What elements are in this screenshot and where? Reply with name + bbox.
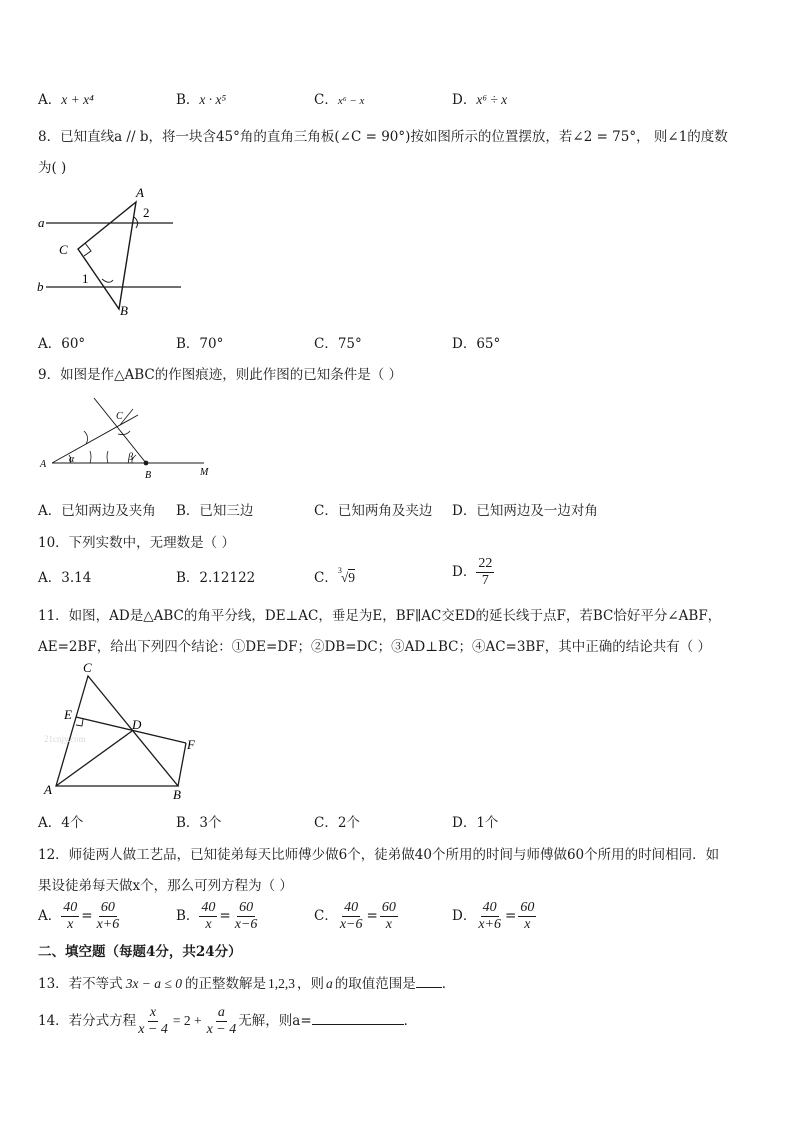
q9-option-a: A．已知两边及夹角: [38, 503, 156, 519]
q9-label-M: M: [200, 467, 209, 478]
q11-label-F: F: [187, 737, 195, 752]
q11-figure: [36, 658, 206, 803]
q10-option-d: D． $\frac{22}{7}$: [452, 556, 493, 588]
q12-option-b: B． $\frac{40}{x}$ = $\frac{60}{x-6}$: [176, 900, 258, 932]
q14-stem: 14．若分式方程 $\frac{x}{x - 4}$ = 2 + $\frac{a}{x - 4}$ 无解，则a= ．: [38, 1005, 418, 1037]
q9-point-B: [144, 461, 149, 466]
q9-stem: 9．如图是作△ABC的作图痕迹，则此作图的已知条件是（ ）: [38, 367, 403, 383]
q11-option-a: A．4个: [38, 815, 84, 831]
section-title-fill-blank: 二、填空题（每题4分，共24分）: [38, 944, 242, 960]
q9-line-BC: [94, 398, 146, 463]
q8-label-a: a: [38, 215, 45, 230]
q12-stem-line1: 12．师徒两人做工艺品，已知徒弟每天比师傅少做6个，徒弟做40个所用的时间与师傅做60个所用的时间相同．如: [38, 847, 720, 863]
q11-label-D: D: [132, 717, 142, 732]
q12-option-d: D． $\frac{40}{x+6}$ = $\frac{60}{x}$: [452, 900, 535, 932]
q8-figure: [30, 182, 200, 322]
q9-label-beta: β: [128, 452, 133, 463]
q9-ray-AC: [52, 415, 138, 463]
q12-option-a: A． $\frac{40}{x}$ = $\frac{60}{x+6}$: [38, 900, 120, 932]
q8-triangle: [78, 202, 136, 309]
q8-label-b: b: [37, 279, 44, 294]
q11-label-B: B: [173, 787, 181, 802]
q11-stem-line1: 11．如图，AD是△ABC的角平分线，DE⊥AC，垂足为E，BF∥AC交ED的延长线于点F，若BC恰好平分∠ABF，: [38, 608, 722, 624]
q7-option-a: A．x + x⁴: [38, 92, 94, 108]
q8-option-b: B．70°: [176, 336, 224, 352]
q7-option-c: C．x⁶ − x: [314, 92, 365, 108]
q9-option-b: B．已知三边: [176, 503, 254, 519]
q11-right-angle-mark: [76, 719, 83, 726]
q11-label-C: C: [83, 660, 92, 675]
q9-figure: [32, 393, 222, 485]
q11-option-c: C．2个: [314, 815, 360, 831]
q12-option-c: C． $\frac{40}{x-6}$ = $\frac{60}{x}$: [314, 900, 396, 932]
q11-option-d: D．1个: [452, 815, 499, 831]
q13-stem: 13．若不等式 3x − a ≤ 0 的正整数解是 1,2,3 ，则 a 的取值范围是 ．: [38, 976, 456, 992]
q11-label-E: E: [64, 707, 72, 722]
q8-option-a: A．60°: [38, 336, 86, 352]
q9-label-C: C: [116, 411, 123, 422]
q9-option-c: C．已知两角及夹边: [314, 503, 433, 519]
q9-option-d: D．已知两边及一边对角: [452, 503, 598, 519]
q11-stem-line2: AE=2BF，给出下列四个结论：①DE=DF；②DB=DC；③AD⊥BC；④AC=3BF，其中正确的结论共有（ ）: [38, 639, 712, 655]
q8-right-angle-mark: [84, 243, 91, 256]
q14-answer-blank: [312, 1024, 404, 1025]
q8-option-d: D．65°: [452, 336, 501, 352]
q11-triangle-ABC: [56, 676, 178, 786]
q10-stem: 10．下列实数中，无理数是（ ）: [38, 535, 235, 551]
q8-angle1-arc: [102, 279, 113, 282]
q8-label-A: A: [136, 185, 144, 200]
q11-option-b: B．3个: [176, 815, 222, 831]
q13-answer-blank: [416, 987, 442, 988]
q8-stem-line2: 为( ): [38, 160, 67, 176]
q9-label-alpha: α: [69, 454, 75, 465]
q9-label-B: B: [145, 470, 152, 481]
q9-label-A: A: [40, 459, 47, 470]
q8-option-c: C．75°: [314, 336, 362, 352]
q11-line-BF: [178, 743, 186, 786]
q11-line-EF: [76, 717, 186, 743]
q10-option-b: B．2.12122: [176, 570, 256, 586]
q7-option-b: B．x · x⁵: [176, 92, 227, 108]
q7-option-d: D．x⁶ ÷ x: [452, 92, 508, 108]
q11-watermark: 21cnjy.com: [44, 734, 86, 744]
q8-label-C: C: [59, 242, 68, 257]
q8-label-2: 2: [143, 205, 150, 220]
q8-stem-line1: 8．已知直线a // b，将一块含45°角的直角三角板(∠C = 90°)按如图所示的位置摆放，若∠2 = 75°， 则∠1的度数: [38, 129, 728, 145]
q8-label-1: 1: [82, 271, 89, 286]
q12-stem-line2: 果设徒弟每天做x个，那么可列方程为（ ）: [38, 878, 293, 894]
q10-option-c: C． 3 √9: [314, 566, 356, 586]
q11-label-A: A: [44, 782, 52, 797]
q10-option-a: A．3.14: [38, 570, 92, 586]
q8-label-B: B: [120, 303, 128, 318]
